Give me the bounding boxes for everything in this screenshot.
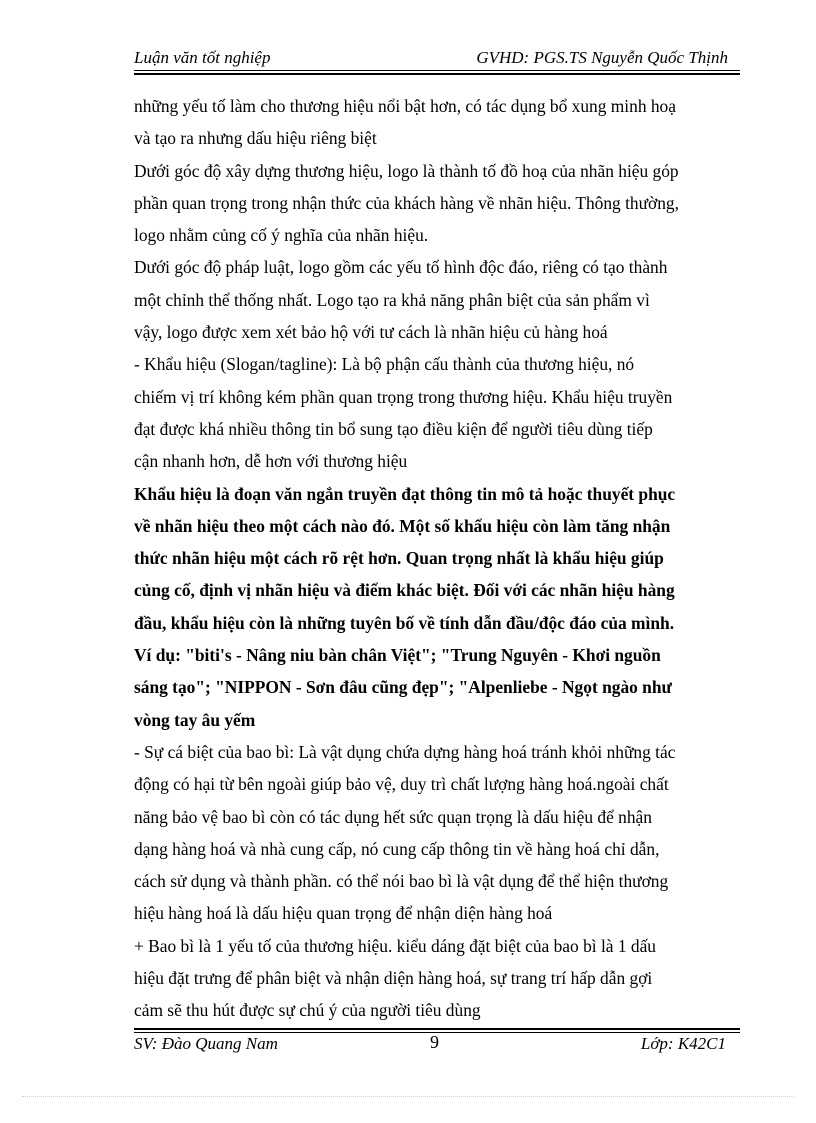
- text-line-bold: thức nhãn hiệu một cách rõ rệt hơn. Quan trọng nhất là khẩu hiệu giúp: [134, 548, 664, 569]
- text-line-bold: sáng tạo"; "NIPPON - Sơn đâu cũng đẹp"; "Alpenliebe - Ngọt ngào như: [134, 677, 672, 698]
- text-line-bold: đầu, khẩu hiệu còn là những tuyên bố về tính dẫn đầu/độc đáo của mình.: [134, 612, 675, 633]
- header-supervisor: GVHD: PGS.TS Nguyễn Quốc Thịnh: [476, 48, 728, 67]
- text-line-bold: Ví dụ: "biti's - Nâng niu bàn chân Việt"; "Trung Nguyên - Khơi nguồn: [134, 645, 661, 666]
- text-line: hiệu đặt trưng để phân biệt và nhận diện hàng hoá, sự trang trí hấp dẫn gợi: [134, 968, 653, 989]
- text-line: năng bảo vệ bao bì còn có tác dụng hết sức quạn trọng là dấu hiệu để nhận: [134, 806, 652, 827]
- text-line: động có hại từ bên ngoài giúp bảo vệ, duy trì chất lượng hàng hoá.ngoài chất: [134, 774, 669, 795]
- text-line-bold: vòng tay âu yếm: [134, 709, 256, 730]
- text-line: cách sử dụng và thành phần. có thể nói bao bì là vật dụng để thể hiện thương: [134, 871, 669, 892]
- text-line: đạt được khá nhiều thông tin bổ sung tạo điều kiện để người tiêu dùng tiếp: [134, 418, 653, 439]
- text-line: dạng hàng hoá và nhà cung cấp, nó cung cấp thông tin về hàng hoá chỉ dẫn,: [134, 838, 660, 859]
- header-thesis-title: Luận văn tốt nghiệp: [134, 48, 271, 67]
- text-line: - Sự cá biệt của bao bì: Là vật dụng chứa dựng hàng hoá tránh khỏi những tác: [134, 741, 676, 762]
- text-line-bold: Khẩu hiệu là đoạn văn ngắn truyền đạt thông tin mô tả hoặc thuyết phục: [134, 483, 676, 504]
- header-rule-thick: [134, 73, 740, 75]
- text-line: - Khẩu hiệu (Slogan/tagline): Là bộ phận cấu thành của thương hiệu, nó: [134, 354, 635, 375]
- text-line: một chỉnh thể thống nhất. Logo tạo ra khả năng phân biệt của sản phẩm vì: [134, 289, 650, 310]
- text-line: phần quan trọng trong nhận thức của khách hàng về nhãn hiệu. Thông thường,: [134, 192, 679, 213]
- text-line: Dưới góc độ pháp luật, logo gồm các yếu tố hình độc đáo, riêng có tạo thành: [134, 257, 668, 278]
- text-line: + Bao bì là 1 yếu tố của thương hiệu. kiểu dáng đặt biệt của bao bì là 1 dấu: [134, 935, 656, 956]
- page-header: [134, 46, 740, 70]
- text-line: vậy, logo được xem xét bảo hộ với tư cách là nhãn hiệu củ hàng hoá: [134, 322, 608, 343]
- page-number: 9: [430, 1032, 439, 1052]
- text-line-bold: về nhãn hiệu theo một cách nào đó. Một số khẩu hiệu còn làm tăng nhận: [134, 515, 671, 536]
- footer-student: SV: Đào Quang Nam: [134, 1034, 278, 1053]
- page-edge-divider: [22, 1096, 794, 1097]
- body-text: [134, 90, 742, 1027]
- page-footer: [134, 1032, 740, 1056]
- footer-class: Lớp: K42C1: [640, 1034, 726, 1053]
- text-line: những yếu tố làm cho thương hiệu nổi bật hơn, có tác dụng bổ xung minh hoạ: [134, 96, 676, 116]
- text-line: logo nhằm củng cố ý nghĩa của nhãn hiệu.: [134, 225, 429, 246]
- footer-rule-thick: [134, 1028, 740, 1030]
- text-line: cận nhanh hơn, dễ hơn với thương hiệu: [134, 451, 408, 472]
- text-line: cảm sẽ thu hút được sự chú ý của người tiêu dùng: [134, 1000, 481, 1021]
- text-line: chiếm vị trí không kém phần quan trọng trong thương hiệu. Khẩu hiệu truyền: [134, 386, 673, 407]
- text-line-bold: củng cố, định vị nhãn hiệu và điểm khác biệt. Đối với các nhãn hiệu hàng: [134, 580, 675, 601]
- text-line: hiệu hàng hoá là dấu hiệu quan trọng để nhận diện hàng hoá: [134, 903, 553, 924]
- text-line: và tạo ra nhưng dấu hiệu riêng biệt: [134, 128, 377, 149]
- text-line: Dưới góc độ xây dựng thương hiệu, logo là thành tố đồ hoạ của nhãn hiệu góp: [134, 160, 679, 181]
- header-rule: [134, 70, 740, 71]
